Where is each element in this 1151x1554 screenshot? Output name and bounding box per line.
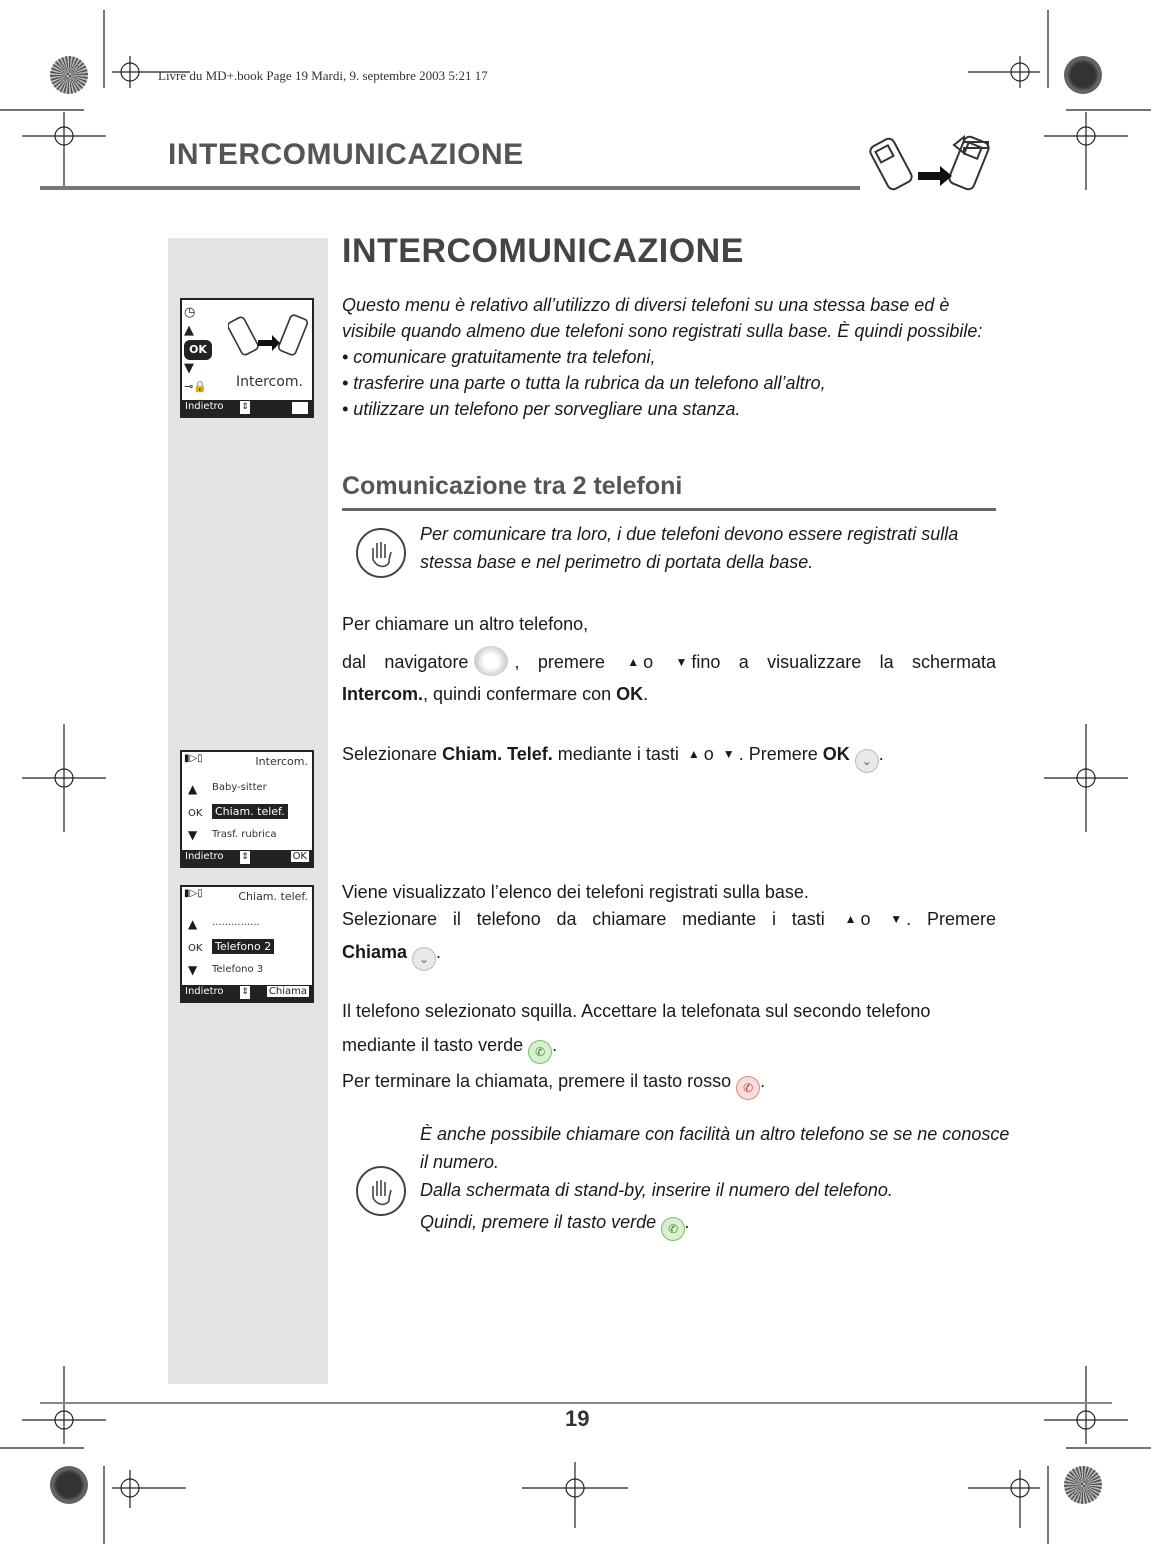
soft-key-right: OK xyxy=(292,851,307,862)
nav-updown-icon: ⇕ xyxy=(241,402,249,412)
key-lock-icon: ⊸🔒 xyxy=(184,380,207,393)
page-number: 19 xyxy=(565,1406,590,1431)
down-arrow-icon: ▼ xyxy=(184,361,194,376)
status-icons: ▮▷▯ xyxy=(184,753,203,764)
soft-key-left: Indietro xyxy=(185,851,224,862)
down-key-icon: ▼ xyxy=(890,912,903,926)
soft-key-left: Indietro xyxy=(185,986,224,997)
bullet-item: • comunicare gratuitamente tra telefoni, xyxy=(342,347,656,367)
note-text: Per comunicare tra loro, i due telefoni devono essere registrati sulla stessa base e nel perimetro di portata della base. xyxy=(420,524,959,572)
up-key-icon: ▲ xyxy=(687,747,700,761)
status-icons: ▮▷▯ xyxy=(184,888,203,899)
subsection-title: Comunicazione tra 2 telefoni xyxy=(342,472,683,500)
bullet-item: • utilizzare un telefono per sorvegliare una stanza. xyxy=(342,399,741,419)
menu-row: Baby-sitter xyxy=(212,782,267,793)
subsection-rule xyxy=(342,508,996,511)
section-title: INTERCOMUNICAZIONE xyxy=(342,232,744,270)
menu-row: Trasf. rubrica xyxy=(212,829,277,840)
soft-key-bar xyxy=(182,985,312,1001)
nav-updown-icon: ⇕ xyxy=(241,852,249,862)
paragraph: dal navigatore , premere ▲ o ▼ fino a visualizzare la schermata xyxy=(342,646,996,676)
hand-note-icon xyxy=(356,528,406,578)
screen-title: Chiam. telef. xyxy=(238,890,308,903)
down-arrow-icon: ▼ xyxy=(188,963,198,977)
note-text xyxy=(420,1120,1010,1241)
up-key-icon: ▲ xyxy=(627,655,640,669)
paragraph: Viene visualizzato l’elenco dei telefoni registrati sulla base. xyxy=(342,882,809,902)
bullet-item: • trasferire una parte o tutta la rubrica da un telefono all’altro, xyxy=(342,373,826,393)
phone-screen-intercom-menu xyxy=(180,298,314,418)
soft-key-right: Chiama xyxy=(268,986,307,997)
soft-key-icon: ⌄ xyxy=(855,749,879,773)
up-arrow-icon: ▲ xyxy=(184,323,194,338)
menu-row-selected: Telefono 2 xyxy=(212,940,274,953)
footer-rule xyxy=(40,1402,1112,1404)
menu-row-selected: Chiam. telef. xyxy=(212,805,288,818)
clock-icon: ◷ xyxy=(184,305,196,320)
note-line: Dalla schermata di stand-by, inserire il numero del telefono. xyxy=(420,1180,893,1200)
intro-paragraph xyxy=(342,292,1002,422)
hand-note-icon xyxy=(356,1166,406,1216)
ok-icon: OK xyxy=(184,340,212,360)
up-key-icon: ▲ xyxy=(844,912,857,926)
page-header-title: INTERCOMUNICAZIONE xyxy=(168,138,524,171)
soft-key-bar xyxy=(182,850,312,866)
soft-key-icon: ⌄ xyxy=(412,947,436,971)
phone-screen-intercom-list xyxy=(180,750,314,868)
ok-indicator: OK xyxy=(188,943,203,954)
screen-title: Intercom. xyxy=(255,755,308,768)
phone-screen-phone-list xyxy=(180,885,314,1003)
navigator-key-icon xyxy=(474,646,508,676)
phones-transfer-icon xyxy=(868,128,1004,204)
print-header: Livre du MD+.book Page 19 Mardi, 9. septembre 2003 5:21 17 xyxy=(158,68,488,83)
green-call-key-icon: ✆ xyxy=(661,1217,685,1241)
up-arrow-icon: ▲ xyxy=(188,782,198,796)
paragraph: Selezionare Chiam. Telef. mediante i tasti ▲ o ▼ . Premere OK ⌄ . xyxy=(342,740,996,773)
intercom-phones-icon xyxy=(228,308,310,366)
paragraph: Per terminare la chiamata, premere il tasto rosso ✆ . xyxy=(342,1067,996,1100)
header-rule xyxy=(40,186,860,190)
paragraph: Chiama ⌄ . xyxy=(342,938,996,971)
note-line: Quindi, premere il tasto verde ✆ . xyxy=(420,1208,1010,1241)
green-call-key-icon: ✆ xyxy=(528,1040,552,1064)
intro-text: Questo menu è relativo all’utilizzo di diversi telefoni su una stessa base ed è visibile quando almeno due telefoni sono registrati sulla base. È quindi possibile: xyxy=(342,295,983,341)
screen-label: Intercom. xyxy=(236,374,303,390)
nav-updown-icon: ⇕ xyxy=(241,987,249,997)
soft-key-bar xyxy=(182,400,312,416)
ok-indicator: OK xyxy=(188,808,203,819)
red-end-key-icon: ✆ xyxy=(736,1076,760,1100)
menu-row: Telefono 3 xyxy=(212,964,264,975)
paragraph: Il telefono selezionato squilla. Accettare la telefonata sul secondo telefono mediante il tasto verde ✆ . xyxy=(342,994,996,1064)
soft-key-left: Indietro xyxy=(185,401,224,412)
menu-row: ............... xyxy=(212,917,260,928)
soft-key-right-block xyxy=(292,402,308,414)
menu-side-icons xyxy=(184,304,212,396)
paragraph: Per chiamare un altro telefono, xyxy=(342,614,589,634)
note-line: È anche possibile chiamare con facilità un altro telefono se se ne conosce il numero. xyxy=(420,1124,1010,1172)
down-key-icon: ▼ xyxy=(675,655,688,669)
down-arrow-icon: ▼ xyxy=(188,828,198,842)
paragraph: Intercom., quindi confermare con OK. xyxy=(342,684,649,704)
down-key-icon: ▼ xyxy=(722,747,735,761)
up-arrow-icon: ▲ xyxy=(188,917,198,931)
paragraph: Selezionare il telefono da chiamare mediante i tasti ▲ o ▼ . Premere xyxy=(342,905,996,933)
